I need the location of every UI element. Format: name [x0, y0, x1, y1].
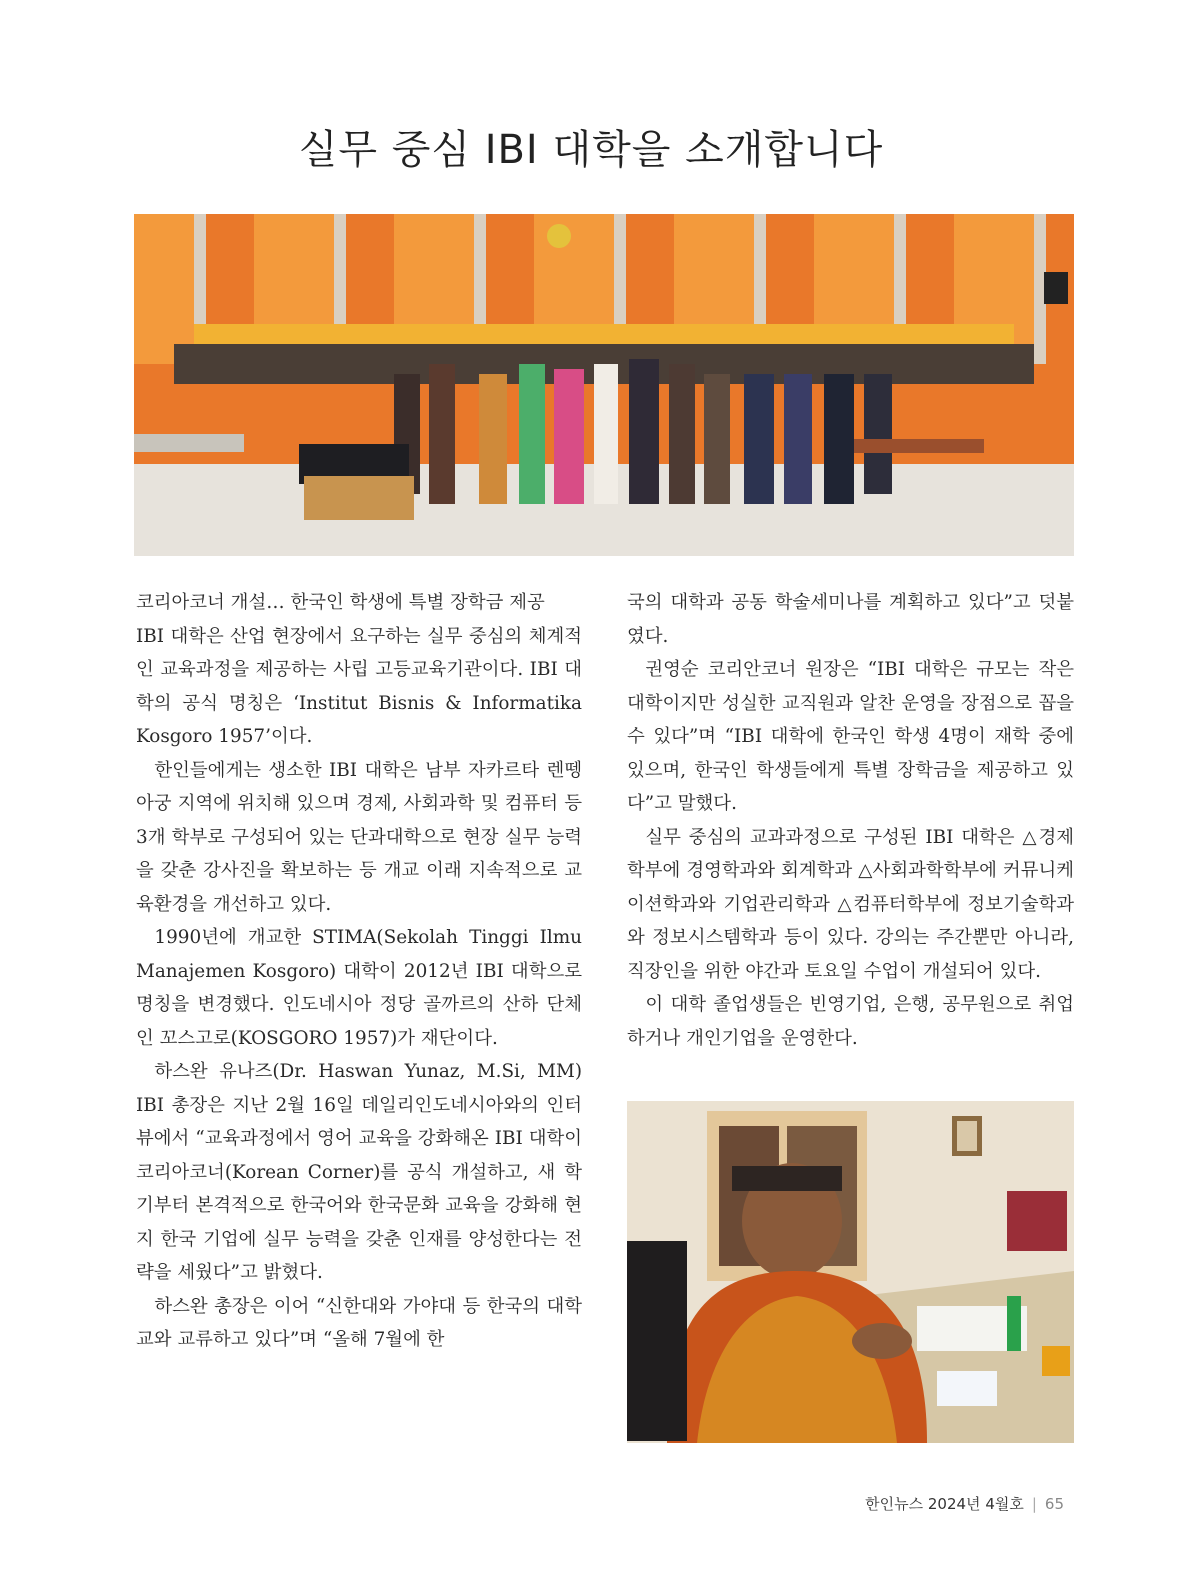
article-title: 실무 중심 IBI 대학을 소개합니다	[298, 127, 884, 173]
paragraph: IBI 대학은 산업 현장에서 요구하는 실무 중심의 체계적인 교육과정을 제공하는 사립 고등교육기관이다. IBI 대학의 공식 명칭은 ‘Institut Bisnis & Informatika Kosgoro 1957’이다.	[136, 625, 582, 747]
paragraph: 1990년에 개교한 STIMA(Sekolah Tinggi Ilmu Manajemen Kosgoro) 대학이 2012년 IBI 대학으로 명칭을 변경했다. 인도네시아 정당 골까르의 산하 단체인 꼬스고로(KOSGORO 1957)가 재단이다.	[136, 927, 582, 1049]
subheading: 코리아코너 개설… 한국인 학생에 특별 장학금 제공	[136, 592, 545, 613]
paragraph: 국의 대학과 공동 학술세미나를 계획하고 있다”고 덧붙였다.	[627, 592, 1074, 647]
paragraph: 하스완 총장은 이어 “신한대와 가야대 등 한국의 대학교와 교류하고 있다”며 “올해 7월에 한	[136, 1295, 582, 1350]
page-number: 65	[1044, 1495, 1064, 1513]
right-column	[627, 586, 1074, 1055]
paragraph: 권영순 코리안코너 원장은 “IBI 대학은 규모는 작은 대학이지만 성실한 교직원과 알찬 운영을 장점으로 꼽을 수 있다”며 “IBI 대학에 한국인 학생 4명이 재학 중에 있으며, 한국인 학생들에게 특별 장학금을 제공하고 있다”고 말했다.	[627, 659, 1074, 814]
paragraph: 하스완 유나즈(Dr. Haswan Yunaz, M.Si, MM) IBI 총장은 지난 2월 16일 데일리인도네시아와의 인터뷰에서 “교육과정에서 영어 교육을 강화해온 IBI 대학이 코리아코너(Korean Corner)를 공식 개설하고, 새 학기부터 본격적으로 한국어와 한국문화 교육을 강화해 현지 한국 기업에 실무 능력을 갖춘 인재를 양성한다는 전략을 세웠다”고 밝혔다.	[136, 1061, 582, 1283]
paragraph: 이 대학 졸업생들은 빈영기업, 은행, 공무원으로 취업하거나 개인기업을 운영한다.	[627, 994, 1074, 1049]
page-footer	[865, 1493, 1064, 1514]
paragraph: 한인들에게는 생소한 IBI 대학은 남부 자카르타 렌뗑 아궁 지역에 위치해 있으며 경제, 사회과학 및 컴퓨터 등 3개 학부로 구성되어 있는 단과대학으로 현장 실무 능력을 갖춘 강사진을 확보하는 등 개교 이래 지속적으로 교육환경을 개선하고 있다.	[136, 759, 582, 915]
group-photo	[134, 214, 1074, 556]
magazine-name: 한인뉴스 2024년 4월호	[865, 1495, 1024, 1513]
footer-separator: |	[1031, 1495, 1037, 1513]
rector-photo	[627, 1101, 1074, 1443]
left-column	[136, 586, 582, 1357]
paragraph: 실무 중심의 교과과정으로 구성된 IBI 대학은 △경제학부에 경영학과와 회계학과 △사회과학학부에 커뮤니케이션학과와 기업관리학과 △컴퓨터학부에 정보기술학과와 정보시스템학과 등이 있다. 강의는 주간뿐만 아니라, 직장인을 위한 야간과 토요일 수업이 개설되어 있다.	[627, 826, 1074, 982]
